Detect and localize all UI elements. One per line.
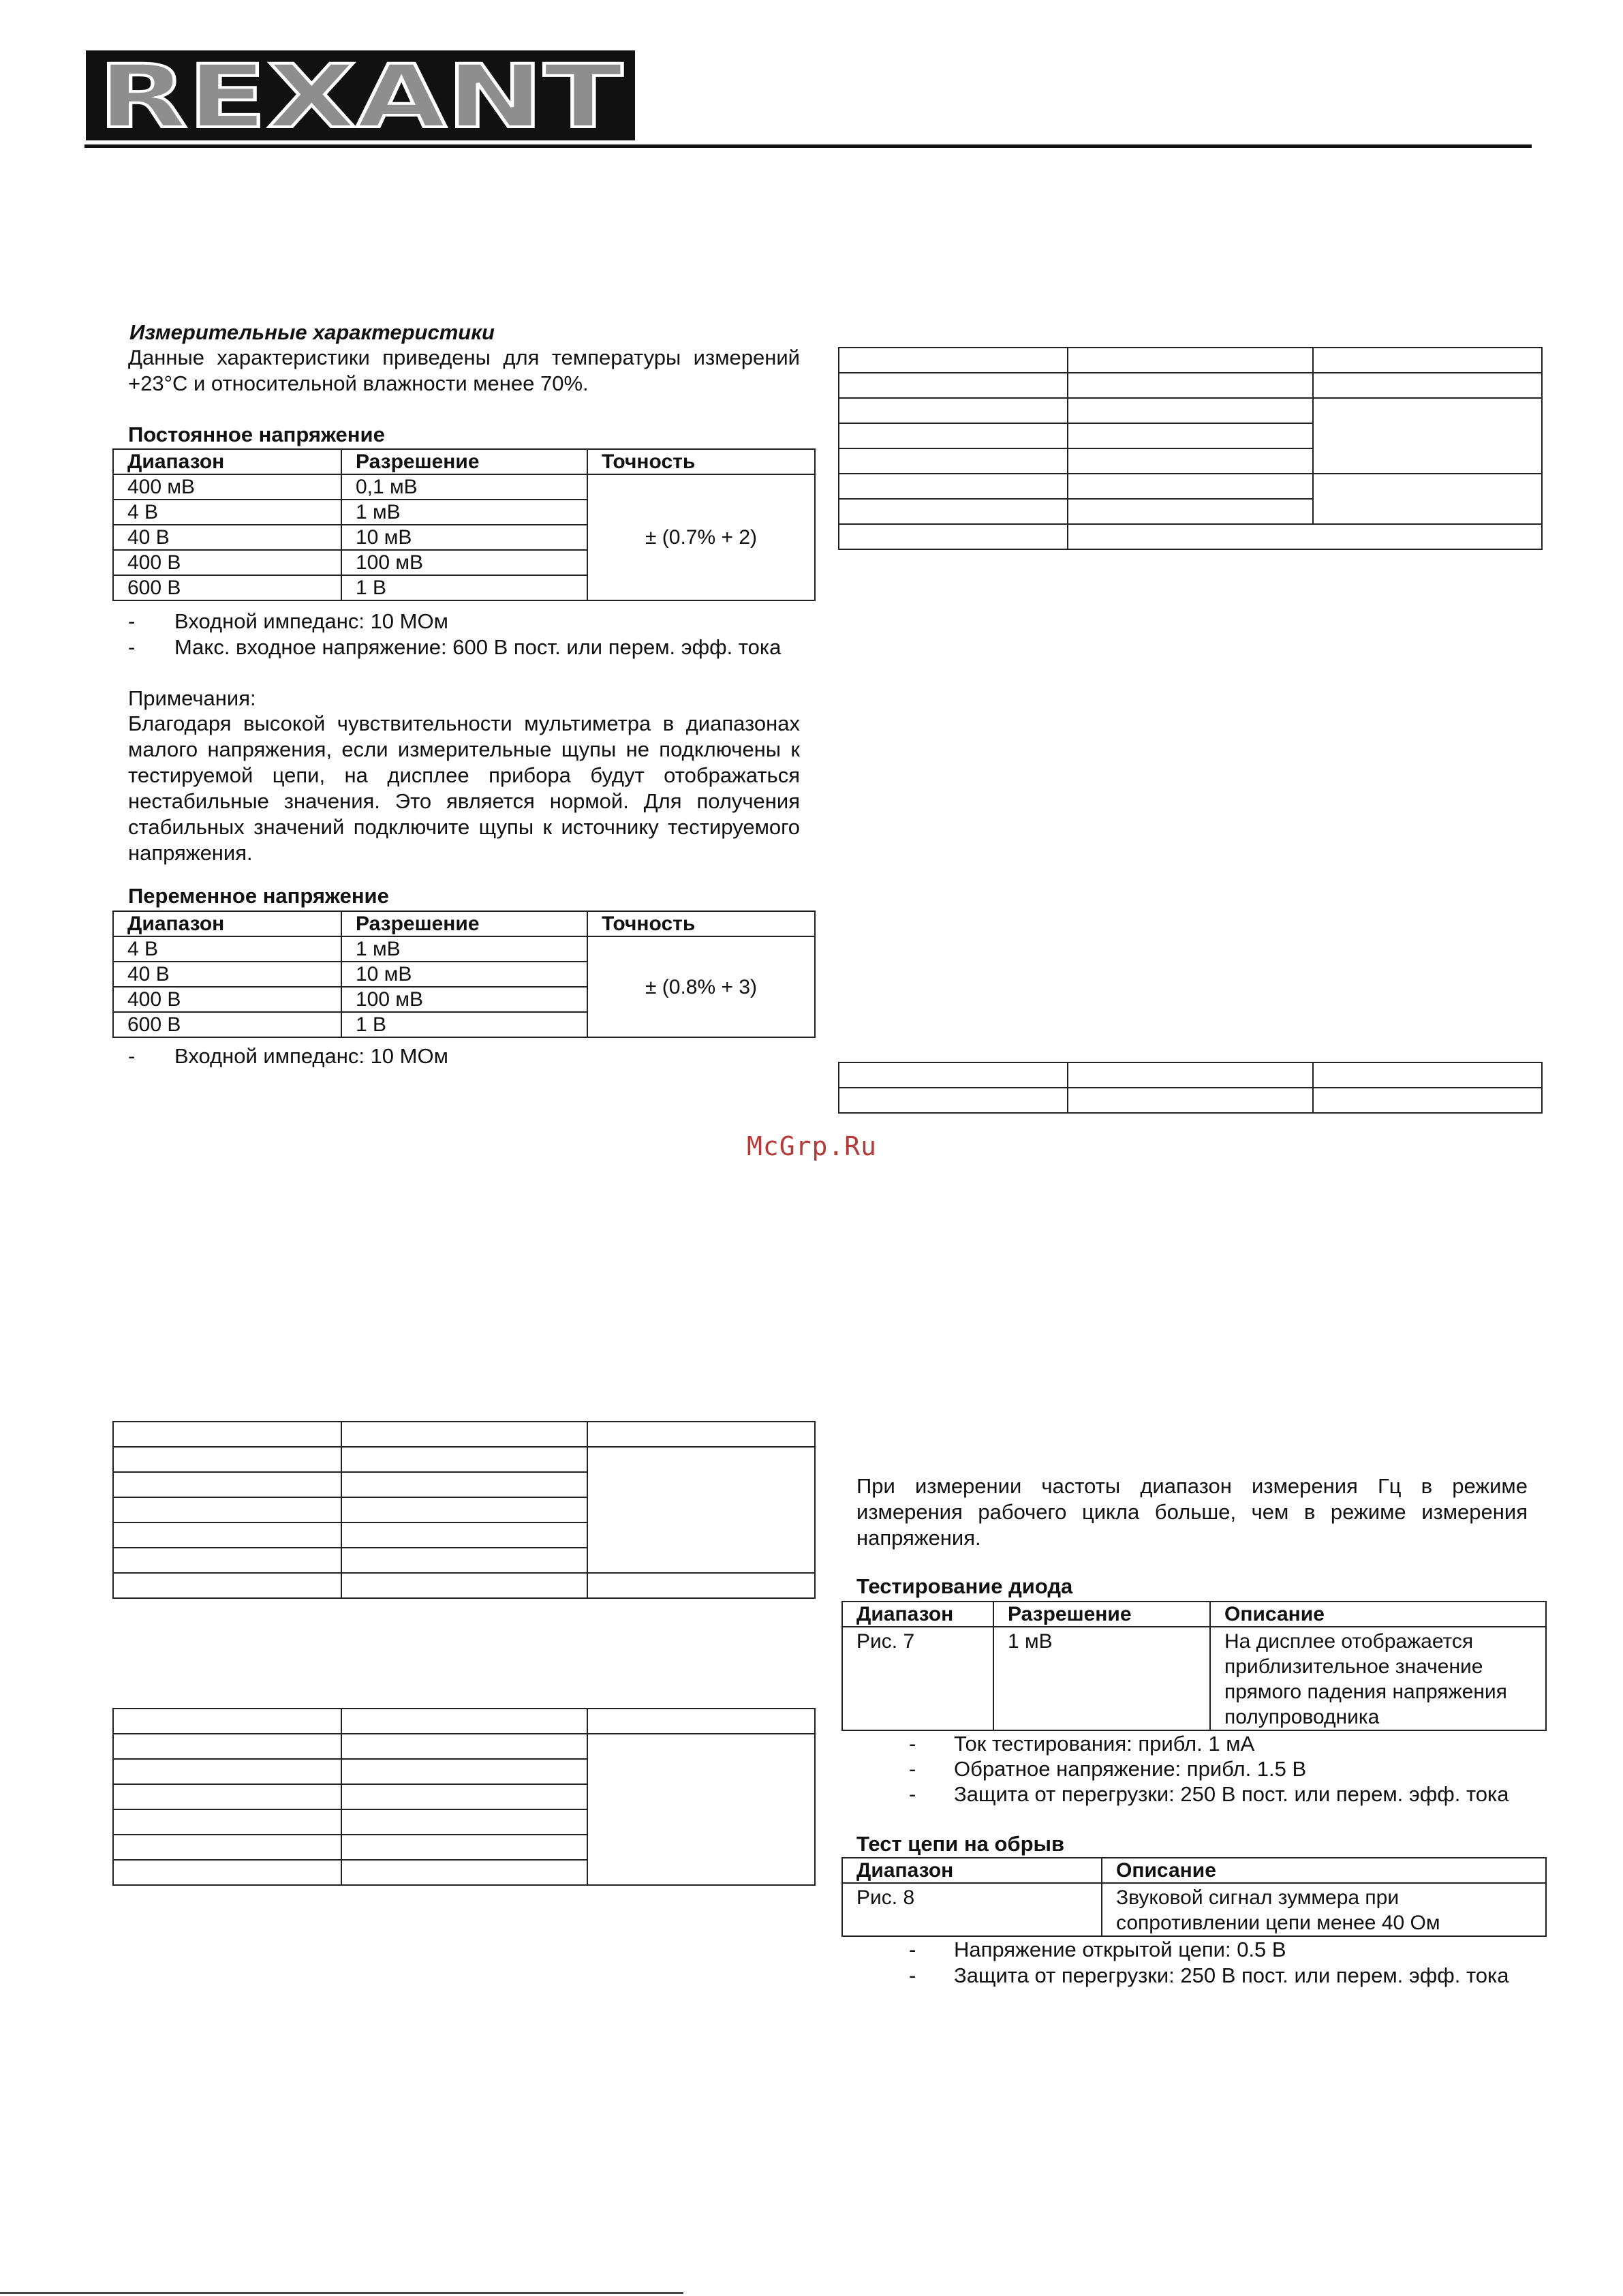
table-row [842, 1627, 1546, 1730]
empty-table-lower-left-1 [112, 1421, 816, 1599]
diode-test-table [841, 1601, 1547, 1731]
ac-voltage-table [112, 910, 816, 1038]
continuity-test-title: Тест цепи на обрыв [856, 1832, 1065, 1856]
remarks-text: Благодаря высокой чувствительности мультиметра в диапазонах малого напряжения, если измерительные щупы не подключены к тестируемой цепи, на дисплее прибора будут отображаться нестабильные значения. Это является нормой. Для получения стабильных значений подключите щупы к источнику тестируемого напряжения. [128, 711, 800, 865]
header-accuracy: Точность [587, 911, 815, 936]
header-range: Диапазон [113, 911, 341, 936]
table-header-row [113, 911, 815, 936]
table-row [839, 373, 1542, 398]
table-row [839, 398, 1542, 423]
empty-table-top-right [838, 347, 1543, 550]
range-cell: Рис. 7 [842, 1627, 993, 1730]
diode-note-current: - Ток тестирования: прибл. 1 мА [909, 1732, 1255, 1756]
bottom-rule [0, 2292, 683, 2294]
table-row [113, 1734, 815, 1759]
range-cell: 400 В [113, 987, 341, 1012]
svg-text:REXANT: REXANT [98, 50, 623, 140]
dc-note-impedance: - Входной импеданс: 10 МОм [128, 609, 448, 633]
table-row [113, 474, 815, 500]
diode-test-title: Тестирование диода [856, 1574, 1073, 1598]
range-cell: 600 В [113, 575, 341, 600]
header-accuracy: Точность [587, 449, 815, 474]
table-header-row [113, 449, 815, 474]
resolution-cell: 0,1 мВ [341, 474, 587, 500]
resolution-cell: 1 В [341, 1012, 587, 1037]
diode-note-overload: - Защита от перегрузки: 250 В пост. или перем. эфф. тока [909, 1782, 1509, 1806]
dc-voltage-table [112, 448, 816, 601]
range-cell: 40 В [113, 962, 341, 987]
range-cell: 400 мВ [113, 474, 341, 500]
resolution-cell: 1 мВ [341, 936, 587, 962]
range-cell: 40 В [113, 525, 341, 550]
continuity-note-open-voltage: - Напряжение открытой цепи: 0.5 В [909, 1938, 1286, 1961]
section-title-measurement: Измерительные характеристики [129, 320, 495, 344]
header-resolution: Разрешение [341, 449, 587, 474]
table-row [839, 1088, 1542, 1113]
description-cell: Звуковой сигнал зуммера при сопротивлении цепи менее 40 Ом [1102, 1883, 1546, 1936]
table-row [839, 1062, 1542, 1088]
header-description: Описание [1210, 1602, 1546, 1627]
accuracy-cell: ± (0.7% + 2) [587, 474, 815, 600]
range-cell: 4 В [113, 500, 341, 525]
remarks-title: Примечания: [128, 686, 256, 710]
table-row [113, 1709, 815, 1734]
table-header-row [842, 1602, 1546, 1627]
empty-table-mid-right [838, 1062, 1543, 1114]
table-row [113, 1447, 815, 1472]
table-row [839, 348, 1542, 373]
table-row [113, 936, 815, 962]
dc-note-max-voltage: - Макс. входное напряжение: 600 В пост. или перем. эфф. тока [128, 635, 782, 659]
ac-voltage-title: Переменное напряжение [128, 884, 389, 908]
table-row [842, 1883, 1546, 1936]
resolution-cell: 1 мВ [341, 500, 587, 525]
table-row [839, 474, 1542, 499]
description-cell: На дисплее отображается приблизительное значение прямого падения напряжения полупроводника [1210, 1627, 1546, 1730]
dc-voltage-title: Постоянное напряжение [128, 423, 385, 446]
range-cell: 600 В [113, 1012, 341, 1037]
table-row [839, 524, 1542, 549]
resolution-cell: 10 мВ [341, 525, 587, 550]
header-description: Описание [1102, 1858, 1546, 1883]
continuity-note-overload: - Защита от перегрузки: 250 В пост. или перем. эфф. тока [909, 1963, 1509, 1987]
range-cell: Рис. 8 [842, 1883, 1102, 1936]
watermark: McGrp.Ru [747, 1131, 878, 1161]
header-resolution: Разрешение [993, 1602, 1210, 1627]
table-row [113, 1573, 815, 1598]
accuracy-cell: ± (0.8% + 3) [587, 936, 815, 1037]
resolution-cell: 100 мВ [341, 550, 587, 575]
table-header-row [842, 1858, 1546, 1883]
diode-note-reverse-voltage: - Обратное напряжение: прибл. 1.5 В [909, 1757, 1307, 1781]
rexant-logo [86, 50, 635, 140]
frequency-note: При измерении частоты диапазон измерения Гц в режиме измерения рабочего цикла больше, чем в режиме измерения напряжения. [856, 1474, 1528, 1550]
continuity-test-table [841, 1857, 1547, 1937]
header-resolution: Разрешение [341, 911, 587, 936]
header-range: Диапазон [842, 1858, 1102, 1883]
table-row [113, 1422, 815, 1447]
resolution-cell: 1 мВ [993, 1627, 1210, 1730]
header-range: Диапазон [842, 1602, 993, 1627]
resolution-cell: 100 мВ [341, 987, 587, 1012]
empty-table-lower-left-2 [112, 1708, 816, 1886]
ac-note-impedance: - Входной импеданс: 10 МОм [128, 1044, 448, 1068]
range-cell: 400 В [113, 550, 341, 575]
header-range: Диапазон [113, 449, 341, 474]
header-rule [84, 144, 1532, 148]
range-cell: 4 В [113, 936, 341, 962]
resolution-cell: 10 мВ [341, 962, 587, 987]
resolution-cell: 1 В [341, 575, 587, 600]
intro-text: Данные характеристики приведены для температуры измерений +23°С и относительной влажности менее 70%. [128, 346, 800, 395]
